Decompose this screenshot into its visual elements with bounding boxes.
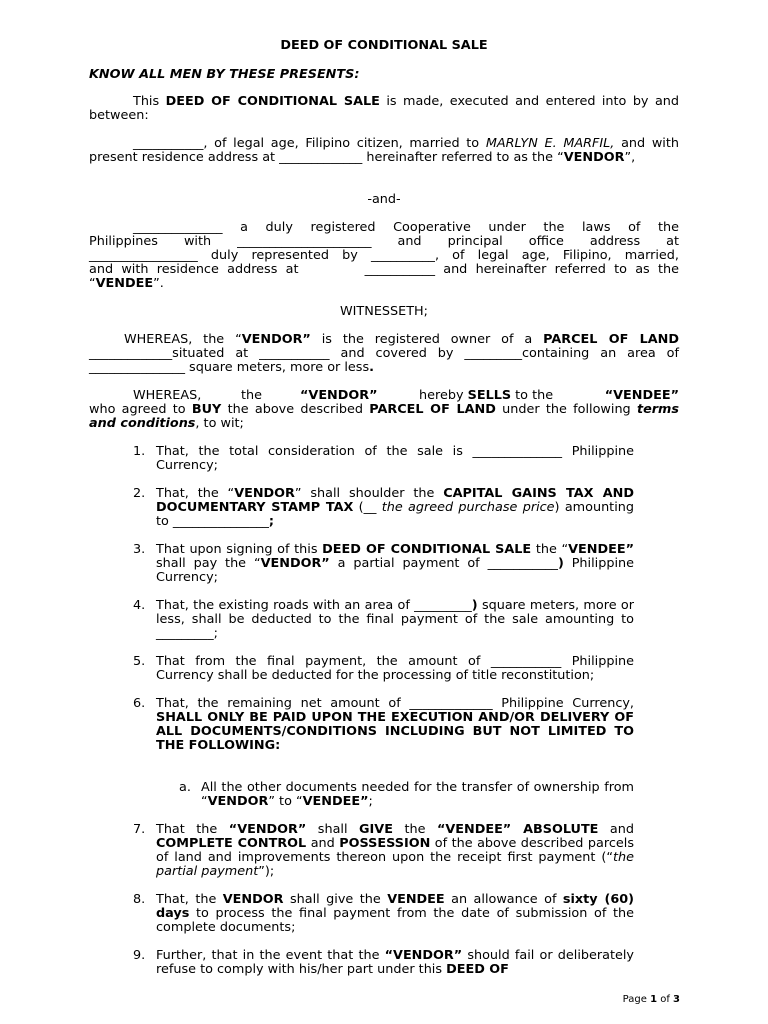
item-bold: VENDEE bbox=[387, 892, 445, 907]
list-item-number: a. bbox=[179, 780, 191, 795]
vendor-label: VENDOR bbox=[563, 150, 625, 165]
whereas-bold-italic: terms and conditions bbox=[89, 402, 680, 431]
item-bold: DEED OF bbox=[446, 962, 509, 977]
list-item-text bbox=[156, 949, 634, 977]
item-bold: VENDEE” bbox=[568, 542, 634, 557]
preamble-text: KNOW ALL MEN BY THESE PRESENTS: bbox=[89, 67, 360, 82]
whereas-text: who agreed to bbox=[89, 402, 192, 417]
item-bold: POSSESSION bbox=[339, 836, 431, 851]
item-text: and bbox=[598, 822, 634, 837]
item-bold: VENDOR bbox=[222, 892, 284, 907]
list-item-number: 6. bbox=[133, 696, 146, 711]
item-text: ” shall shoulder the bbox=[294, 486, 444, 501]
vendee-line-4: and with residence address at ___________ and hereinafter referred to as the bbox=[89, 262, 679, 277]
vendee-line-2: Philippines with _____________________ and principal office address at bbox=[89, 234, 679, 249]
whereas-2-rest bbox=[89, 403, 679, 431]
item-text: ; bbox=[368, 794, 373, 809]
list-item-text bbox=[156, 655, 634, 683]
item-text: Philippine Currency; bbox=[156, 556, 634, 585]
vendee-party-paragraph bbox=[89, 221, 679, 291]
whereas-word-part: SELLS bbox=[467, 388, 512, 403]
item-bold: CAPITAL GAINS TAX AND DOCUMENTARY STAMP TAX bbox=[156, 486, 634, 515]
vendee-quote: “ bbox=[89, 276, 96, 291]
item-text: That, the total consideration of the sale is ______________ Philippine Currency; bbox=[156, 444, 634, 473]
list-item-text bbox=[156, 543, 634, 585]
whereas-bold: PARCEL OF LAND bbox=[369, 402, 496, 417]
whereas-text: _____________situated at ___________ and covered by _________containing an area of _______________ square meters, more or less bbox=[89, 346, 679, 375]
item-text: That, the remaining net amount of _____________ Philippine Currency, bbox=[156, 696, 634, 711]
whereas-bold: . bbox=[369, 360, 375, 375]
list-item-number: 1. bbox=[133, 444, 146, 459]
item-bold: VENDOR” bbox=[260, 556, 330, 571]
whereas-text: WHEREAS, the “ bbox=[124, 332, 242, 347]
item-bold: VENDOR bbox=[234, 486, 295, 501]
whereas-paragraph-2 bbox=[89, 389, 679, 431]
item-text: ” to “ bbox=[268, 794, 303, 809]
item-text: That from the final payment, the amount of ___________ Philippine Currency shall be deducted for the processing of title reconstitution; bbox=[156, 654, 634, 683]
whereas-text: , to wit; bbox=[195, 416, 244, 431]
item-bold: GIVE bbox=[359, 822, 393, 837]
whereas-bold: BUY bbox=[191, 402, 222, 417]
vendor-party-paragraph bbox=[89, 137, 679, 165]
whereas-text: the above described bbox=[221, 402, 370, 417]
page-of-label: of bbox=[657, 994, 674, 1005]
item-text: shall pay the “ bbox=[156, 556, 261, 571]
vendor-party-text: ___________, of legal age, Filipino citizen, married to bbox=[133, 136, 486, 151]
whereas-2-line-1 bbox=[89, 389, 679, 403]
item-text: ”); bbox=[258, 864, 275, 879]
and-separator: -and- bbox=[367, 192, 401, 207]
intro-text: is made, executed and entered into by and between: bbox=[89, 94, 680, 123]
item-text: the bbox=[392, 822, 437, 837]
item-text: Further, that in the event that the bbox=[156, 948, 385, 963]
item-text: That upon signing of this bbox=[156, 542, 323, 557]
whereas-word: “VENDOR” bbox=[300, 388, 378, 403]
vendor-spouse-name: MARLYN E. MARFIL, bbox=[485, 136, 615, 151]
page-label: Page bbox=[622, 994, 651, 1005]
intro-text: This bbox=[133, 94, 166, 109]
vendee-label: VENDEE bbox=[95, 276, 154, 291]
list-item-number: 8. bbox=[133, 892, 146, 907]
list-item-text bbox=[156, 445, 634, 473]
item-bold: sixty (60) days bbox=[156, 892, 634, 921]
whereas-word-part: to the bbox=[511, 388, 554, 403]
item-text: shall give the bbox=[283, 892, 388, 907]
vendee-line-5 bbox=[89, 277, 679, 291]
whereas-word: “VENDEE” bbox=[604, 388, 679, 403]
item-italic: the partial payment bbox=[156, 850, 634, 879]
vendor-party-text: ”, bbox=[624, 150, 636, 165]
list-item-text bbox=[156, 893, 634, 935]
list-item-number: 5. bbox=[133, 654, 146, 669]
item-bold: SHALL ONLY BE PAID UPON THE EXECUTION AND/OR DELIVERY OF ALL DOCUMENTS/CONDITIONS INCLUDING BUT NOT LIMITED TO THE FOLLOWING: bbox=[156, 710, 634, 753]
whereas-text: under the following bbox=[495, 402, 637, 417]
item-bold: “VENDOR” bbox=[384, 948, 463, 963]
item-text: and bbox=[306, 836, 340, 851]
item-text: of the above described parcels of land and improvements thereon upon the receipt first payment (“ bbox=[156, 836, 634, 865]
whereas-text: is the registered owner of a bbox=[310, 332, 544, 347]
list-item-text bbox=[156, 599, 634, 641]
vendee-line-3: _________________ duly represented by __________, of legal age, Filipino, married, bbox=[89, 248, 679, 263]
list-item-text bbox=[156, 487, 634, 529]
vendee-quote: ”. bbox=[153, 276, 164, 291]
item-text: should fail or deliberately refuse to comply with his/her part under this bbox=[156, 948, 634, 977]
intro-paragraph bbox=[89, 95, 679, 123]
item-text: That, the bbox=[156, 892, 223, 907]
vendor-party-text: and with present residence address at _____________ hereinafter referred to as the “ bbox=[89, 136, 679, 165]
item-bold: “VENDOR” bbox=[228, 822, 307, 837]
witnesseth-heading: WITNESSETH; bbox=[340, 304, 428, 319]
whereas-word-part: hereby bbox=[419, 388, 468, 403]
item-text: square meters, more or less, shall be deducted to the final payment of the sale amounting to _________; bbox=[156, 598, 634, 641]
page-number: 1 bbox=[650, 994, 658, 1005]
list-item-number: 9. bbox=[133, 948, 146, 963]
page-total: 3 bbox=[673, 994, 680, 1005]
item-text: That the bbox=[156, 822, 229, 837]
page-footer bbox=[560, 994, 680, 1006]
item-text: a partial payment of ___________ bbox=[329, 556, 558, 571]
whereas-bold: VENDOR” bbox=[241, 332, 311, 347]
whereas-bold: PARCEL OF LAND bbox=[543, 332, 679, 347]
item-text: the “ bbox=[531, 542, 569, 557]
item-text: (__ bbox=[353, 500, 382, 515]
list-item-text bbox=[156, 697, 634, 753]
item-bold: COMPLETE CONTROL bbox=[156, 836, 307, 851]
item-bold: ) bbox=[557, 556, 564, 571]
item-text: shall bbox=[306, 822, 360, 837]
item-bold: VENDEE” bbox=[302, 794, 369, 809]
whereas-word: the bbox=[241, 388, 263, 403]
item-text: That, the “ bbox=[156, 486, 235, 501]
item-bold: DEED OF CONDITIONAL SALE bbox=[322, 542, 532, 557]
list-item-number: 4. bbox=[133, 598, 146, 613]
list-item-number: 2. bbox=[133, 486, 146, 501]
item-text: All the other documents needed for the transfer of ownership from “ bbox=[201, 780, 634, 809]
whereas-word: WHEREAS, bbox=[133, 388, 202, 403]
whereas-paragraph-1 bbox=[89, 333, 679, 375]
list-item-number: 7. bbox=[133, 822, 146, 837]
item-text: an allowance of bbox=[444, 892, 563, 907]
item-italic: the agreed purchase price bbox=[381, 500, 555, 515]
list-item-text bbox=[156, 823, 634, 879]
item-text: to process the final payment from the date of submission of the complete documents; bbox=[156, 906, 634, 935]
item-bold: ) bbox=[471, 598, 478, 613]
list-item-text bbox=[201, 781, 634, 809]
item-bold: ; bbox=[268, 514, 275, 529]
item-text: That, the existing roads with an area of _________ bbox=[156, 598, 472, 613]
list-item-number: 3. bbox=[133, 542, 146, 557]
intro-bold: DEED OF CONDITIONAL SALE bbox=[165, 94, 380, 109]
item-bold: “VENDEE” ABSOLUTE bbox=[436, 822, 599, 837]
item-bold: VENDOR bbox=[207, 794, 269, 809]
whereas-word bbox=[419, 389, 553, 403]
preamble bbox=[89, 67, 679, 83]
document-title: DEED OF CONDITIONAL SALE bbox=[280, 38, 488, 53]
item-text: ) amounting to _______________ bbox=[156, 500, 634, 529]
vendee-line-1: ______________ a duly registered Cooperative under the laws of the bbox=[133, 220, 679, 235]
